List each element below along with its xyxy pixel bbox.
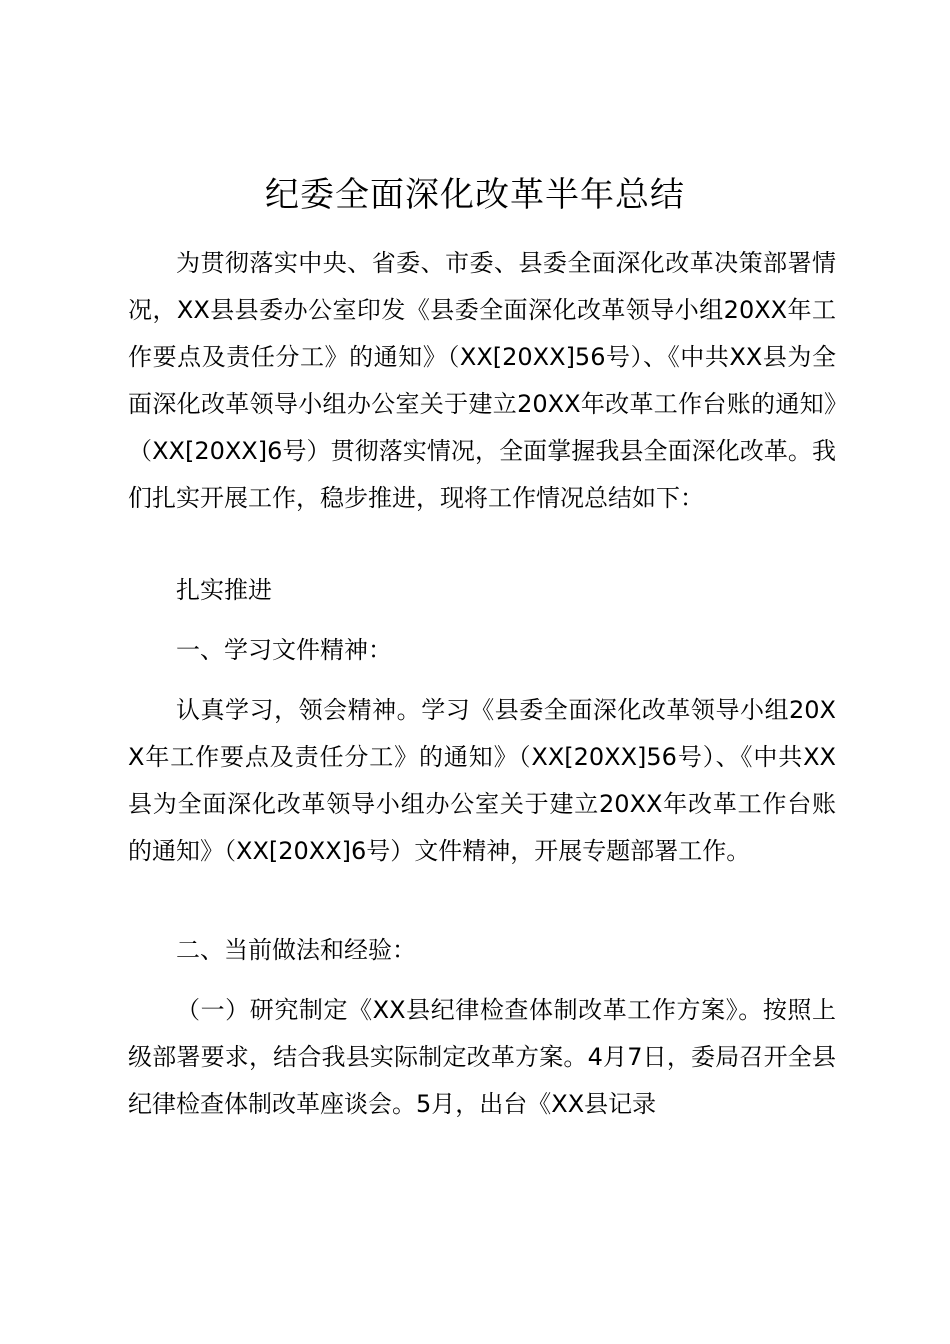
section-heading-study: 一、学习文件精神： (176, 636, 392, 664)
practice-paragraph: （一）研究制定《XX县纪律检查体制改革工作方案》。按照上级部署要求，结合我县实际制定改革方案。4月7日，委局召开全县纪律检查体制改革座谈会。5月，出台《XX县记录 (128, 996, 836, 1118)
study-paragraph: 认真学习，领会精神。学习《县委全面深化改革领导小组20XX年工作要点及责任分工》的通知》（XX[20XX]56号）、《中共XX县为全面深化改革领导小组办公室关于建立20XX年改革工作台账的通知》（XX[20XX]6号）文件精神，开展专题部署工作。 (128, 696, 836, 865)
section-heading-promote: 扎实推进 (176, 576, 272, 604)
section-heading-practice: 二、当前做法和经验： (176, 936, 416, 964)
document-title: 纪委全面深化改革半年总结 (265, 175, 685, 215)
intro-paragraph: 为贯彻落实中央、省委、市委、县委全面深化改革决策部署情况，XX县县委办公室印发《县委全面深化改革领导小组20XX年工作要点及责任分工》的通知》（XX[20XX]56号）、《中共XX县为全面深化改革领导小组办公室关于建立20XX年改革工作台账的通知》（XX[20XX]6号）贯彻落实情况，全面掌握我县全面深化改革。我们扎实开展工作，稳步推进，现将工作情况总结如下： (128, 249, 836, 512)
